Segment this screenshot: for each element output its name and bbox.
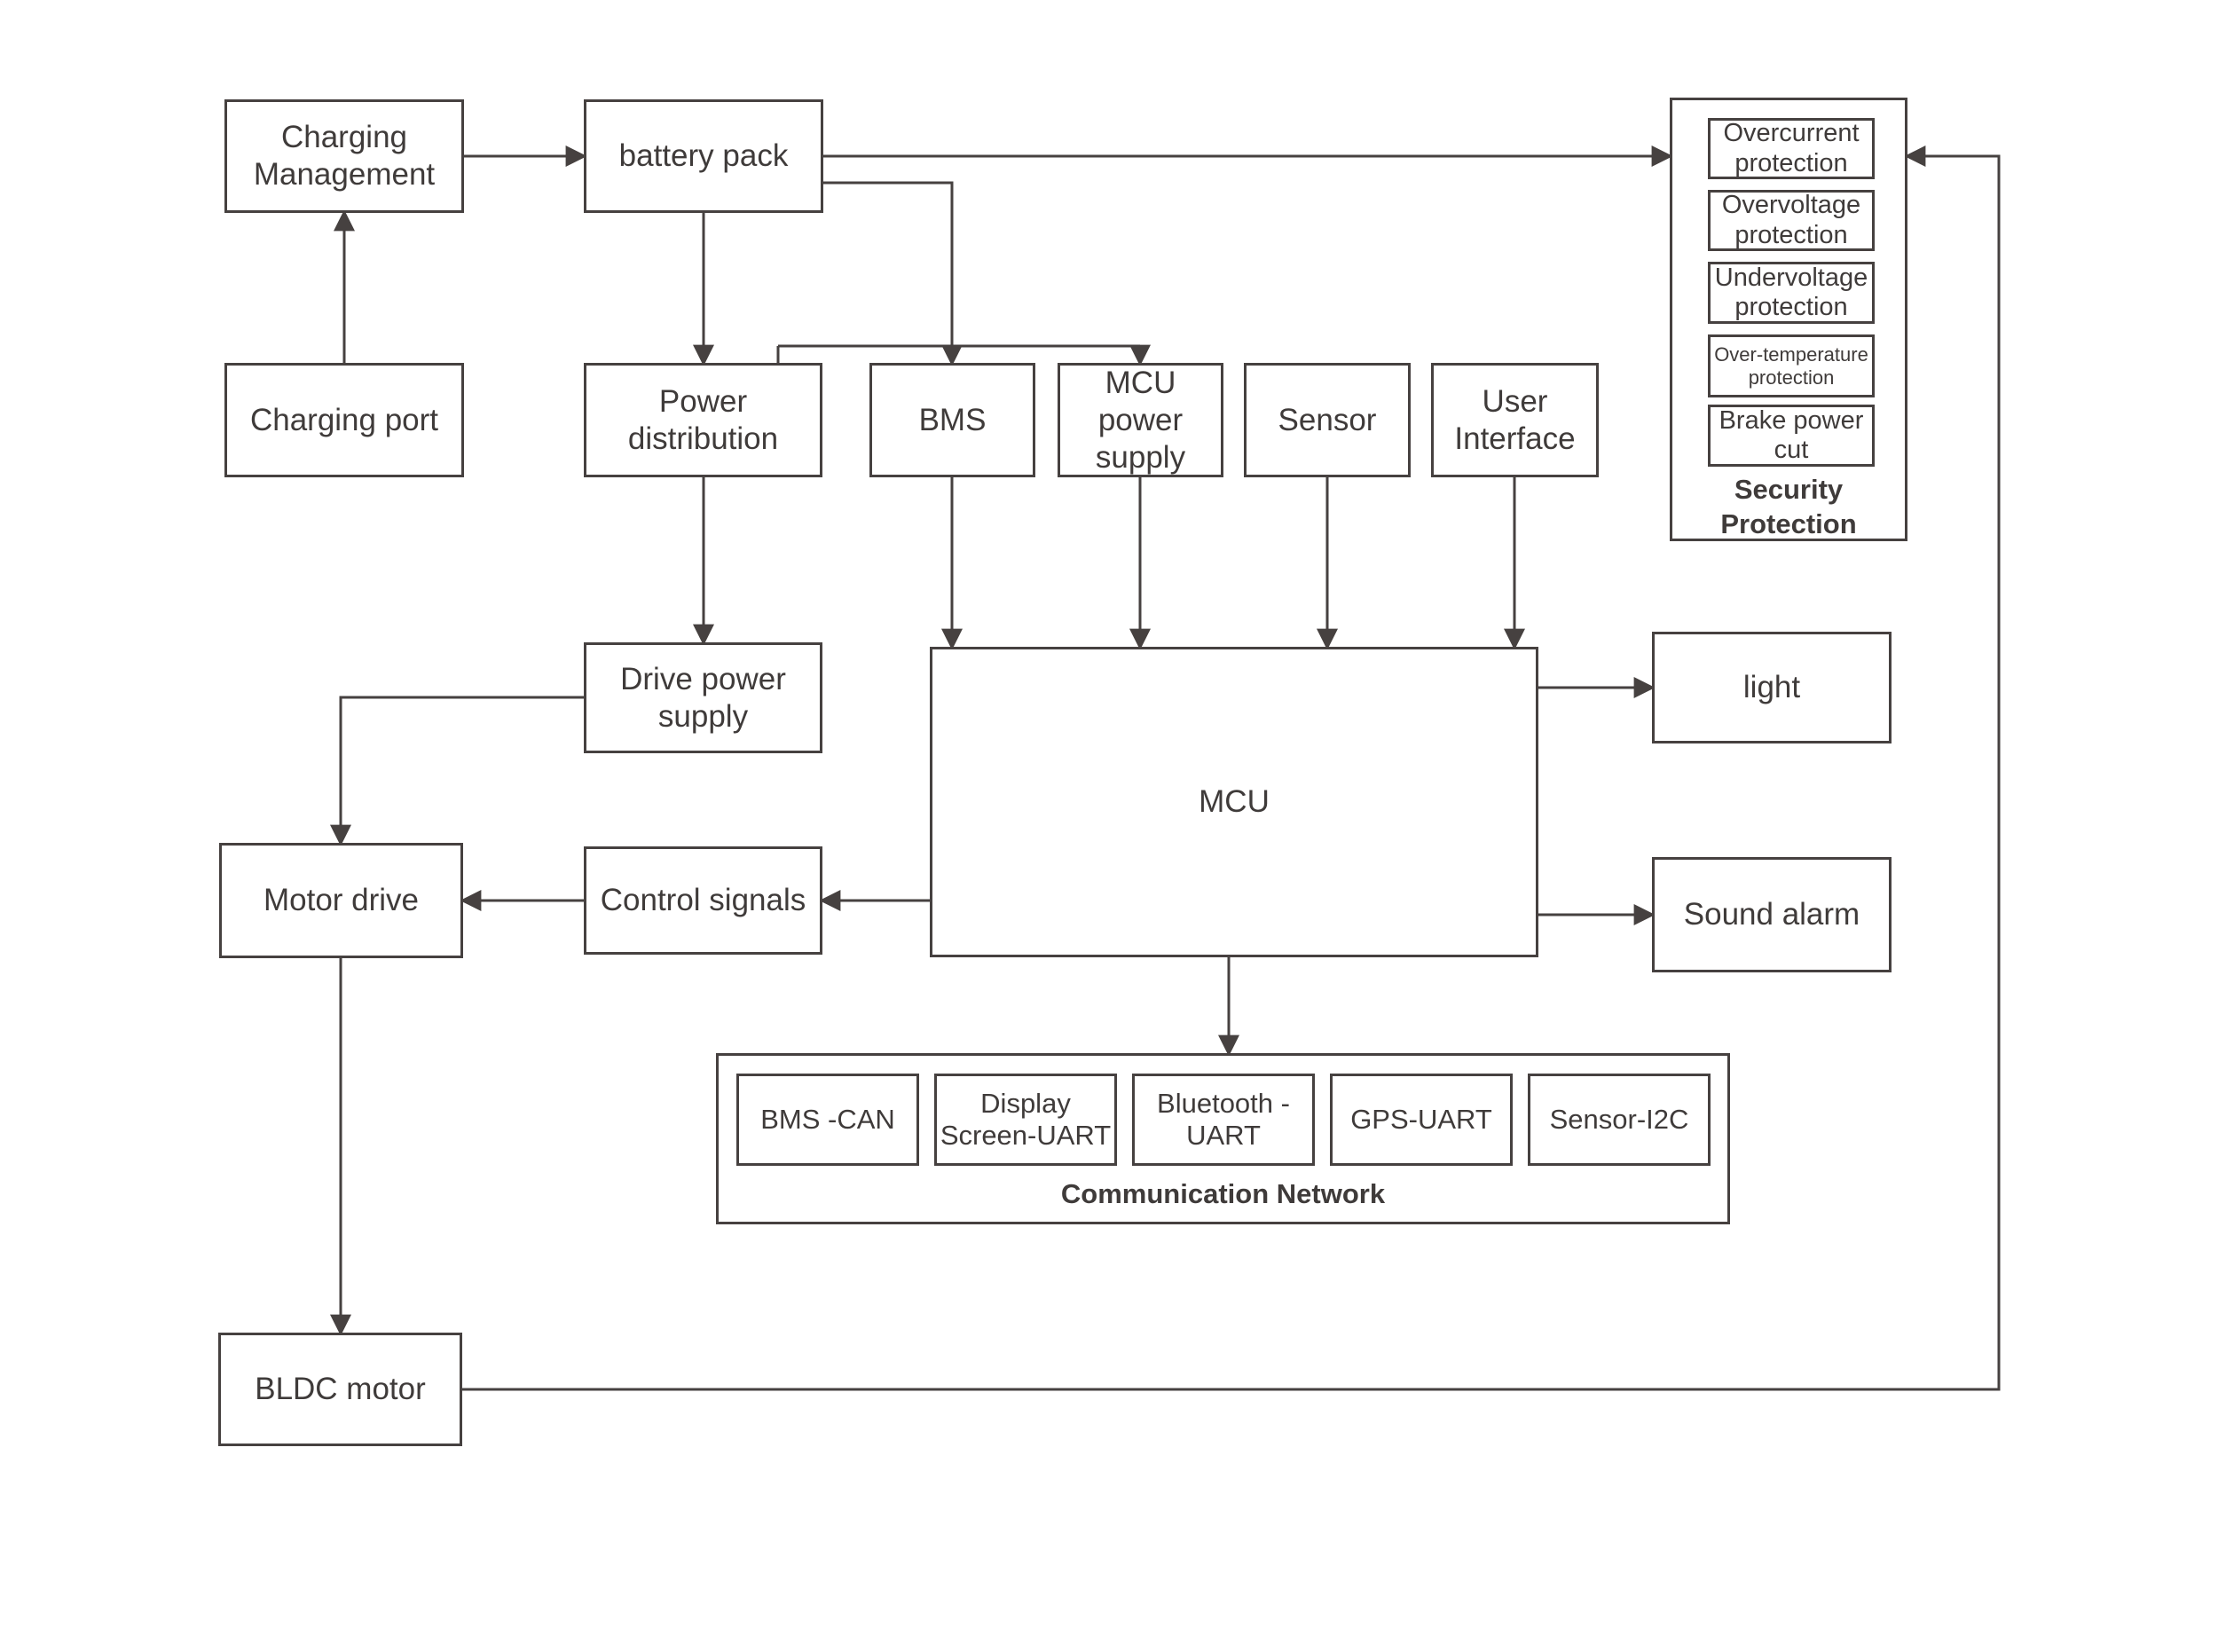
node-control-signals — [584, 846, 822, 955]
node-label: MCU — [1199, 784, 1270, 819]
node-sensor — [1244, 363, 1411, 477]
node-label: Control signals — [600, 883, 806, 917]
node-user-interface — [1431, 363, 1599, 477]
node-drive-power-supply — [584, 642, 822, 753]
node-label: Sound alarm — [1683, 897, 1860, 932]
item-label: Over-temperature protection — [1714, 343, 1868, 389]
item-label: Overcurrent protection — [1723, 119, 1860, 177]
node-label: Charging Management — [253, 120, 436, 192]
node-bldc-motor — [218, 1333, 462, 1446]
node-label: BMS — [918, 402, 987, 437]
node-bms — [869, 363, 1035, 477]
node-label: Power distribution — [627, 383, 779, 456]
node-light — [1652, 632, 1892, 743]
node-mcu — [930, 647, 1538, 957]
node-label: light — [1742, 670, 1801, 704]
group-security-protection — [1670, 98, 1907, 541]
security-group-label: Security Protection — [1720, 474, 1857, 539]
security-item-over-temperature-protection — [1708, 334, 1875, 397]
group-communication-network — [716, 1053, 1730, 1224]
node-charging-port — [224, 363, 464, 477]
security-item-overvoltage-protection — [1708, 190, 1875, 251]
item-label: Undervoltage protection — [1714, 263, 1868, 321]
item-label: Bluetooth - UART — [1157, 1088, 1290, 1151]
node-label: Motor drive — [263, 883, 420, 917]
security-item-brake-power-cut — [1708, 405, 1875, 467]
communication-group-label: Communication Network — [1060, 1178, 1386, 1209]
edge-drive-power-supply-to-motor-drive — [341, 697, 584, 843]
node-charging-management — [224, 99, 464, 213]
edge-battery-pack-to-bms — [823, 183, 952, 363]
item-label: Sensor-I2C — [1549, 1104, 1689, 1136]
node-label: Charging port — [249, 402, 439, 437]
node-label: Drive power supply — [620, 661, 786, 734]
comm-item-gps-uart — [1330, 1074, 1513, 1166]
node-label: MCU power supply — [1095, 365, 1186, 475]
item-label: Overvoltage protection — [1721, 191, 1861, 249]
node-mcu-power-supply — [1058, 363, 1223, 477]
comm-item-display-screen-uart — [934, 1074, 1117, 1166]
node-label: BLDC motor — [255, 1372, 426, 1406]
item-label: Brake power cut — [1719, 405, 1864, 464]
comm-item-sensor-i2c — [1528, 1074, 1711, 1166]
security-item-overcurrent-protection — [1708, 118, 1875, 179]
item-label: Display Screen-UART — [940, 1088, 1112, 1151]
node-motor-drive — [219, 843, 463, 958]
item-label: GPS-UART — [1350, 1104, 1492, 1136]
node-label: battery pack — [618, 138, 789, 173]
security-item-undervoltage-protection — [1708, 262, 1875, 324]
node-label: Sensor — [1278, 402, 1377, 437]
item-label: BMS -CAN — [760, 1104, 895, 1136]
node-battery-pack — [584, 99, 823, 213]
node-sound-alarm — [1652, 857, 1892, 972]
node-label: User Interface — [1454, 383, 1576, 456]
comm-item-bms-can — [736, 1074, 919, 1166]
node-power-distribution — [584, 363, 822, 477]
comm-item-bluetooth-uart — [1132, 1074, 1315, 1166]
